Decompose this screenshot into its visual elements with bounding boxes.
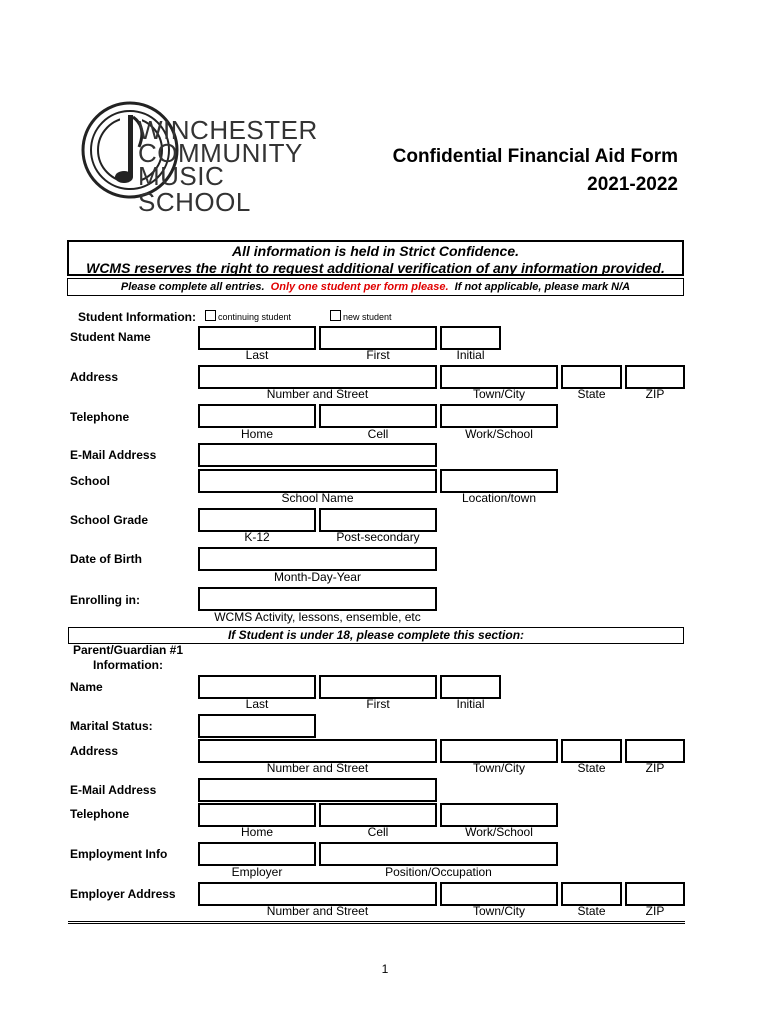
employer-zip-field[interactable] bbox=[625, 882, 685, 906]
parent-first-caption: First bbox=[366, 697, 390, 711]
parent-telephone-label: Telephone bbox=[70, 807, 130, 821]
student-telephone-label: Telephone bbox=[70, 410, 130, 424]
parent-last-caption: Last bbox=[245, 697, 269, 711]
student-name-label: Student Name bbox=[70, 330, 151, 344]
dob-field[interactable] bbox=[198, 547, 437, 571]
instructions-notice bbox=[67, 278, 684, 296]
school-grade-label: School Grade bbox=[70, 513, 149, 527]
employment-label: Employment Info bbox=[70, 847, 168, 861]
employer-field[interactable] bbox=[198, 842, 316, 866]
parent-state-field[interactable] bbox=[561, 739, 622, 763]
student-town-field[interactable] bbox=[440, 365, 558, 389]
dob-caption: Month-Day-Year bbox=[274, 570, 361, 584]
parent-initial-caption: Initial bbox=[456, 697, 485, 711]
enrolling-field[interactable] bbox=[198, 587, 437, 611]
notice-line-2: WCMS reserves the right to request additional verification of any information provided. bbox=[86, 260, 665, 276]
school-location-caption: Location/town bbox=[461, 491, 537, 505]
student-info-label: Student Information: bbox=[78, 310, 196, 324]
student-work-caption: Work/School bbox=[465, 427, 533, 441]
parent-first-name-field[interactable] bbox=[319, 675, 437, 699]
student-first-caption: First bbox=[366, 348, 390, 362]
instructions-part-3: If not applicable, please mark N/A bbox=[454, 281, 631, 293]
parent-street-field[interactable] bbox=[198, 739, 437, 763]
new-student-checkbox[interactable] bbox=[330, 310, 341, 321]
school-name-caption: School Name bbox=[281, 491, 354, 505]
continuing-student-checkbox[interactable] bbox=[205, 310, 216, 321]
parent-zip-field[interactable] bbox=[625, 739, 685, 763]
form-title: Confidential Financial Aid Form bbox=[392, 146, 678, 167]
student-town-caption: Town/City bbox=[472, 387, 525, 401]
position-caption: Position/Occupation bbox=[385, 865, 492, 879]
employer-street-field[interactable] bbox=[198, 882, 437, 906]
parent-cell-phone-field[interactable] bbox=[319, 803, 437, 827]
parent-street-caption: Number and Street bbox=[266, 761, 369, 775]
dob-label: Date of Birth bbox=[70, 552, 142, 566]
parent-header-line-2: Information: bbox=[93, 658, 163, 672]
student-cell-caption: Cell bbox=[367, 427, 389, 441]
student-address-label: Address bbox=[70, 370, 119, 384]
student-first-name-field[interactable] bbox=[319, 326, 437, 350]
student-email-field[interactable] bbox=[198, 443, 437, 467]
student-home-phone-field[interactable] bbox=[198, 404, 316, 428]
parent-last-name-field[interactable] bbox=[198, 675, 316, 699]
logo-line-3: MUSIC SCHOOL bbox=[138, 161, 251, 217]
student-state-caption: State bbox=[577, 387, 606, 401]
school-logo bbox=[80, 100, 318, 217]
continuing-student-label: continuing student bbox=[218, 312, 292, 322]
student-zip-field[interactable] bbox=[625, 365, 685, 389]
student-initial-field[interactable] bbox=[440, 326, 501, 350]
parent-home-caption: Home bbox=[240, 825, 273, 839]
enrolling-label: Enrolling in: bbox=[70, 593, 140, 607]
logo-line-2: COMMUNITY bbox=[138, 138, 303, 168]
employer-zip-caption: ZIP bbox=[645, 904, 665, 918]
parent-town-caption: Town/City bbox=[472, 761, 525, 775]
form-year: 2021-2022 bbox=[587, 174, 678, 195]
parent-town-field[interactable] bbox=[440, 739, 558, 763]
student-street-caption: Number and Street bbox=[266, 387, 369, 401]
instructions-part-1: Please complete all entries. bbox=[120, 281, 265, 293]
school-label: School bbox=[70, 474, 111, 488]
new-student-label: new student bbox=[343, 312, 392, 322]
school-name-field[interactable] bbox=[198, 469, 437, 493]
parent-header-line-1: Parent/Guardian #1 bbox=[72, 643, 184, 657]
parent-work-caption: Work/School bbox=[465, 825, 533, 839]
student-work-phone-field[interactable] bbox=[440, 404, 558, 428]
parent-zip-caption: ZIP bbox=[645, 761, 665, 775]
bottom-rule bbox=[68, 921, 685, 924]
grade-k12-caption: K-12 bbox=[244, 530, 270, 544]
instructions-part-2: Only one student per form please. bbox=[270, 281, 449, 293]
employer-state-caption: State bbox=[577, 904, 606, 918]
student-zip-caption: ZIP bbox=[645, 387, 665, 401]
marital-status-field[interactable] bbox=[198, 714, 316, 738]
parent-home-phone-field[interactable] bbox=[198, 803, 316, 827]
parent-cell-caption: Cell bbox=[367, 825, 389, 839]
grade-k12-field[interactable] bbox=[198, 508, 316, 532]
parent-section-header: If Student is under 18, please complete this section: bbox=[68, 627, 684, 644]
employer-caption: Employer bbox=[231, 865, 283, 879]
position-field[interactable] bbox=[319, 842, 558, 866]
student-email-label: E-Mail Address bbox=[70, 448, 157, 462]
employer-town-field[interactable] bbox=[440, 882, 558, 906]
student-state-field[interactable] bbox=[561, 365, 622, 389]
parent-email-field[interactable] bbox=[198, 778, 437, 802]
employer-address-label: Employer Address bbox=[70, 887, 176, 901]
grade-postsecondary-field[interactable] bbox=[319, 508, 437, 532]
parent-name-label: Name bbox=[70, 680, 103, 694]
student-last-caption: Last bbox=[245, 348, 269, 362]
employer-street-caption: Number and Street bbox=[266, 904, 369, 918]
notice-line-1: All information is held in Strict Confidence. bbox=[231, 243, 520, 259]
student-cell-phone-field[interactable] bbox=[319, 404, 437, 428]
enrolling-caption: WCMS Activity, lessons, ensemble, etc bbox=[214, 610, 421, 624]
student-initial-caption: Initial bbox=[456, 348, 485, 362]
student-last-name-field[interactable] bbox=[198, 326, 316, 350]
parent-address-label: Address bbox=[70, 744, 119, 758]
logo-line-1: WINCHESTER bbox=[138, 115, 318, 145]
employer-state-field[interactable] bbox=[561, 882, 622, 906]
employer-town-caption: Town/City bbox=[472, 904, 525, 918]
parent-state-caption: State bbox=[577, 761, 606, 775]
student-home-caption: Home bbox=[240, 427, 273, 441]
parent-work-phone-field[interactable] bbox=[440, 803, 558, 827]
grade-postsecondary-caption: Post-secondary bbox=[336, 530, 420, 544]
marital-status-label: Marital Status: bbox=[70, 719, 153, 733]
school-location-field[interactable] bbox=[440, 469, 558, 493]
parent-initial-field[interactable] bbox=[440, 675, 501, 699]
parent-email-label: E-Mail Address bbox=[70, 783, 157, 797]
confidentiality-notice bbox=[67, 240, 684, 276]
page-number: 1 bbox=[381, 962, 389, 976]
student-street-field[interactable] bbox=[198, 365, 437, 389]
